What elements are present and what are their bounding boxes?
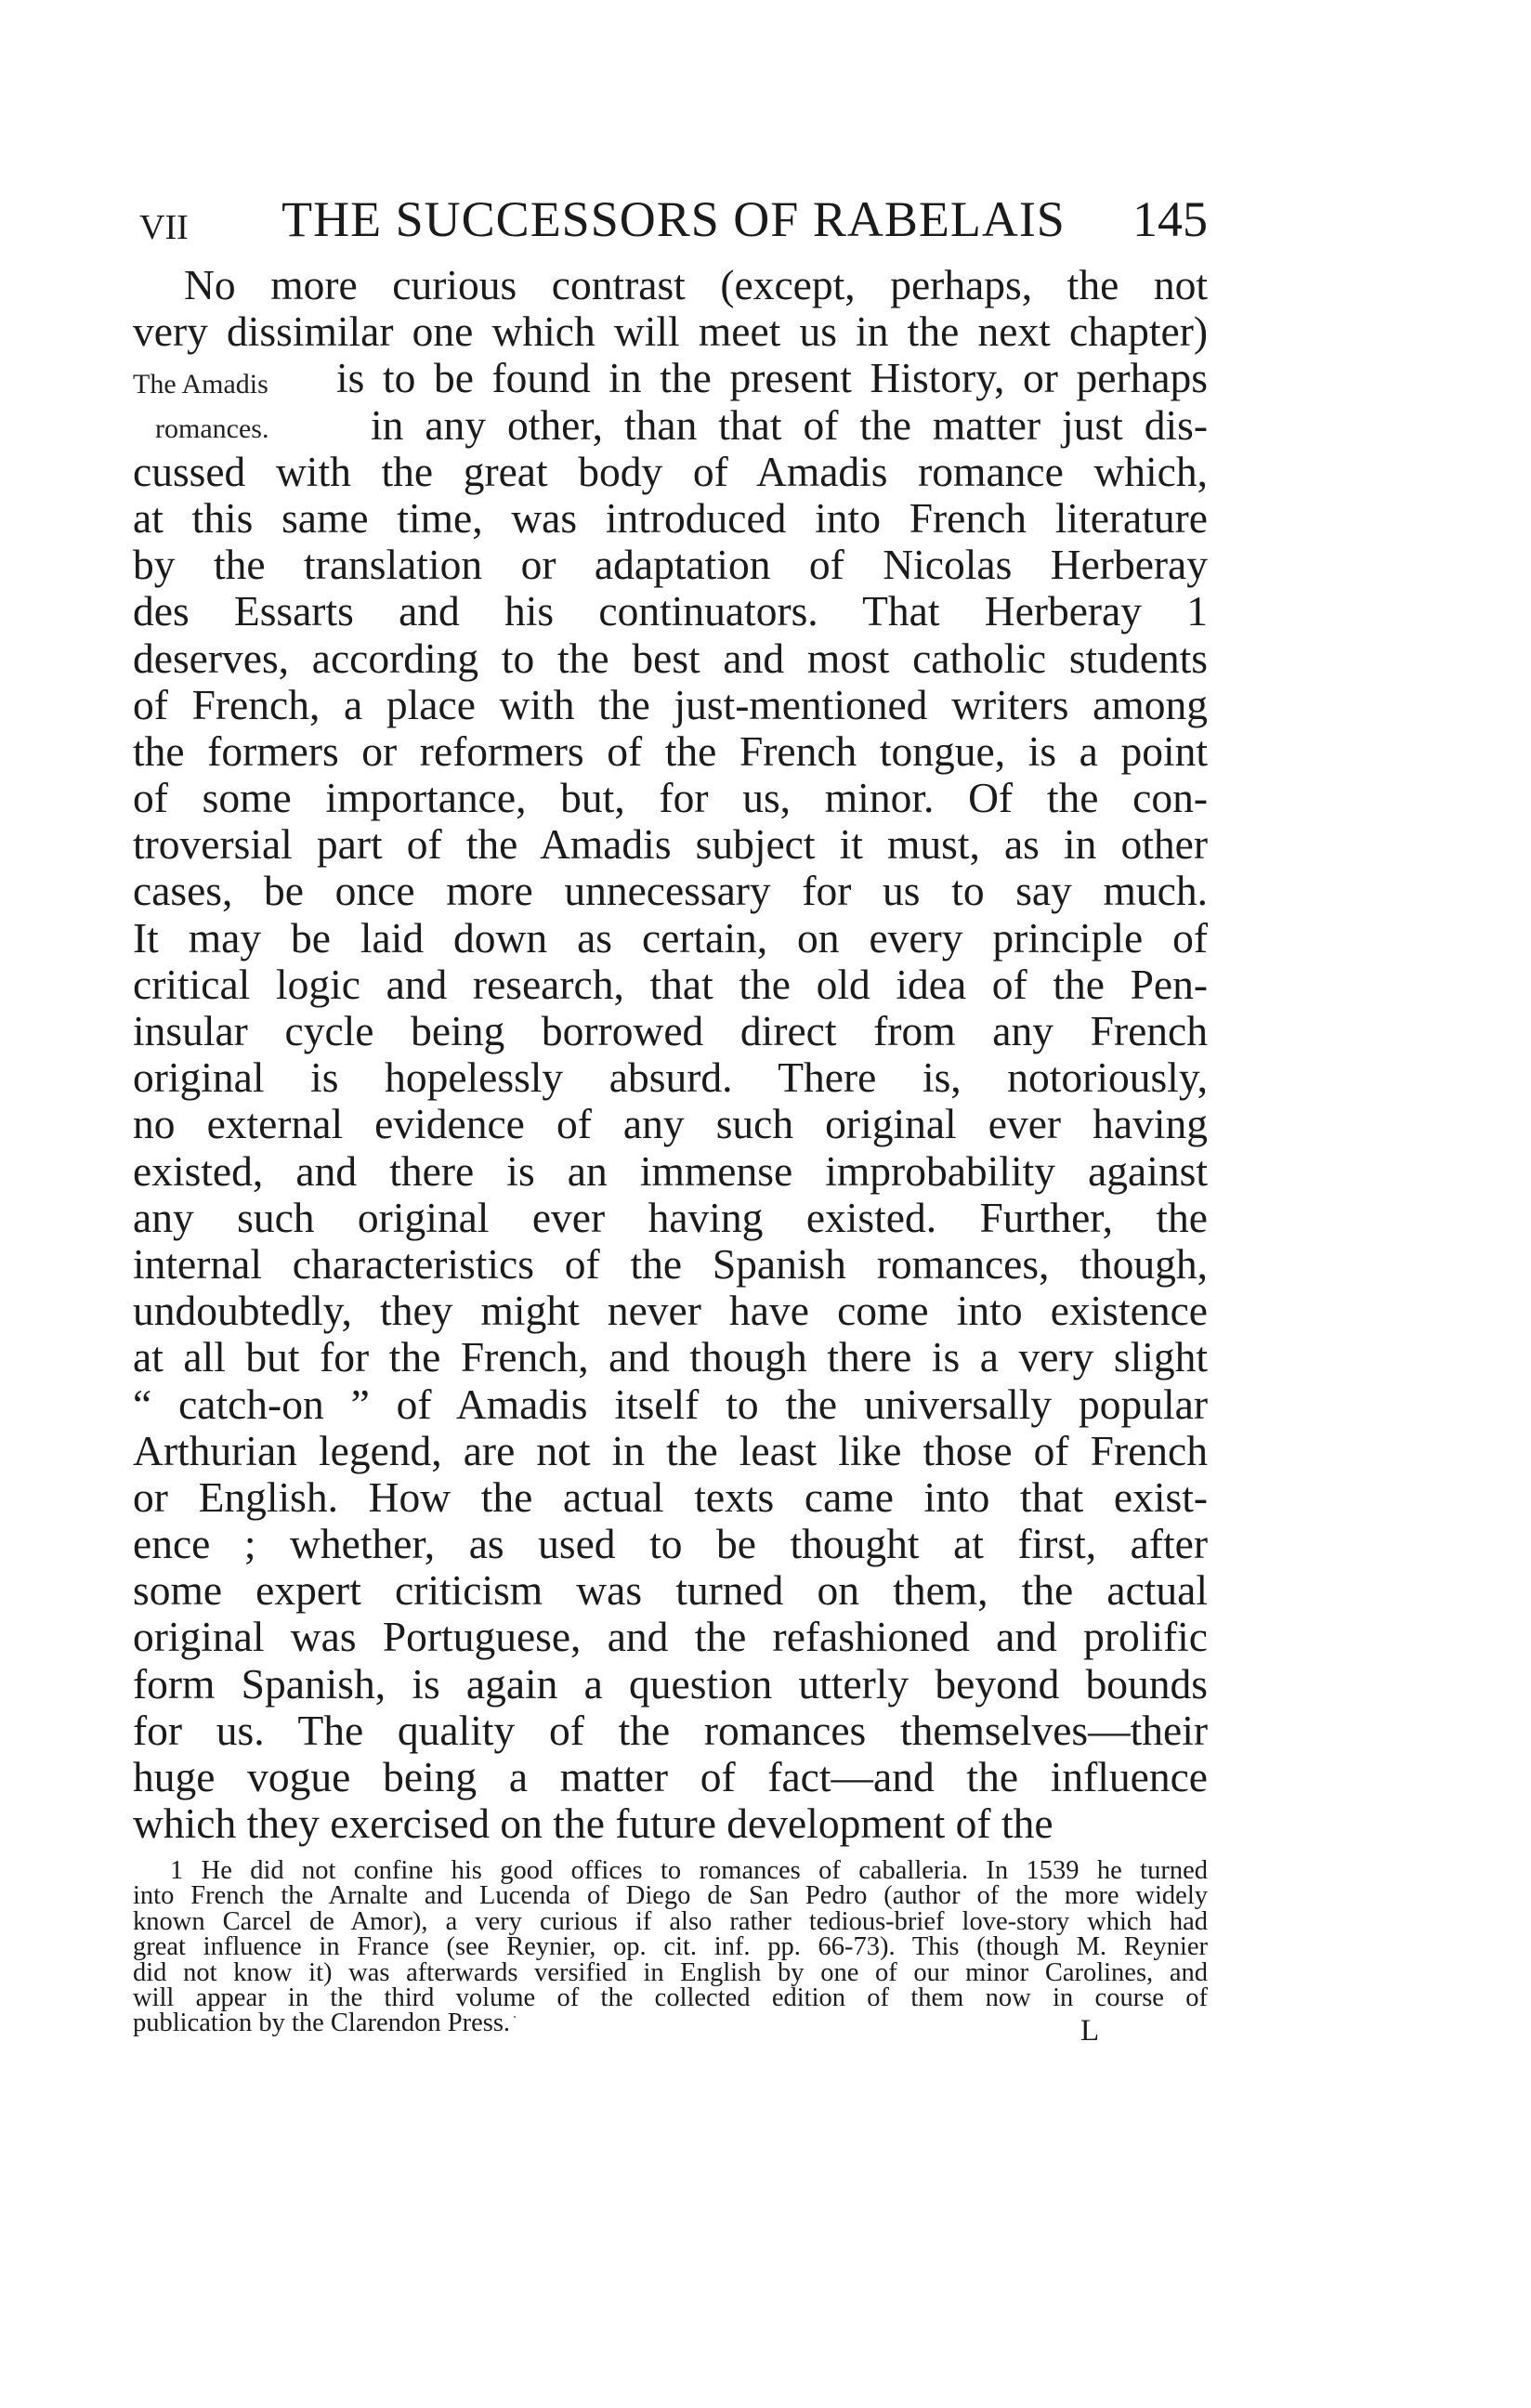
margin-note-line-2: romances. [155,413,269,444]
body-line: existed, and there is an immense improbability against [133,1146,1208,1195]
body-line: or English. How the actual texts came into that exist- [133,1472,1208,1521]
footnote-line: into French the Arnalte and Lucenda of Diego de San Pedro (author of the more widely [133,1881,1208,1911]
footnote-line: publication by the Clarendon Press. [133,2009,511,2038]
running-title: THE SUCCESSORS OF RABELAIS [281,191,1066,247]
margin-note-line-1: The Amadis [133,369,268,399]
body-line: “ catch-on ” of Amadis itself to the universally popular [133,1380,1208,1428]
body-line: cases, be once more unnecessary for us to say much. [133,867,1208,915]
body-line: no external evidence of any such original ever having [133,1100,1208,1148]
footnote-line: known Carcel de Amor), a very curious if also rather tedious-brief love-story which had [133,1906,1208,1936]
footnote-line: great influence in France (see Reynier, op. cit. inf. pp. 66-73). This (though M. Reynier [133,1932,1208,1962]
body-line: for us. The quality of the romances themselves—their [133,1706,1208,1754]
body-line: It may be laid down as certain, on every principle of [133,913,1208,962]
body-line: very dissimilar one which will meet us in the next chapter) [133,308,1208,356]
print-speck [514,2016,516,2018]
footnote-line: will appear in the third volume of the collected edition of them now in course of [133,1983,1208,2012]
body-line: insular cycle being borrowed direct from any French [133,1007,1208,1054]
body-line: des Essarts and his continuators. That Herberay 1 [133,587,1208,635]
body-line: critical logic and research, that the old idea of the Pen- [133,960,1208,1008]
footnote-line: did not know it) was afterwards versified in English by one of our minor Carolines, and [133,1957,1208,1987]
body-line: original was Portuguese, and the refashioned and prolific [133,1613,1208,1661]
footnote [133,1858,1208,2036]
body-line: Arthurian legend, are not in the least like those of French [133,1426,1208,1474]
body-text [133,262,1208,1847]
body-line: at all but for the French, and though there is a very slight [133,1333,1208,1381]
body-line: No more curious contrast (except, perhaps, the not [184,261,1208,308]
signature-mark: L [1080,2014,1100,2048]
body-line: some expert criticism was turned on them, the actual [133,1566,1208,1615]
body-line: ence ; whether, as used to be thought at first, after [133,1520,1208,1568]
page-number: 145 [1132,191,1208,247]
body-line: any such original ever having existed. Further, the [133,1193,1208,1241]
body-line: which they exercised on the future development of the [133,1799,1053,1848]
body-line: internal characteristics of the Spanish romances, though, [133,1239,1208,1288]
body-line: undoubtedly, they might never have come into existence [133,1287,1208,1335]
footnote-line: 1 He did not confine his good offices to romances of caballeria. In 1539 he turned [170,1856,1208,1885]
body-line: the formers or reformers of the French tongue, is a point [133,726,1208,775]
body-line: form Spanish, is again a question utterly beyond bounds [133,1659,1208,1708]
body-line: of some importance, but, for us, minor. Of the con- [133,774,1208,822]
body-line: cussed with the great body of Amadis romance which, [133,447,1208,495]
running-header [139,190,1208,255]
body-line: huge vogue being a matter of fact—and the influence [133,1753,1208,1800]
body-line: at this same time, was introduced into French literature [133,493,1208,542]
chapter-number: VII [139,208,189,247]
body-line: troversial part of the Amadis subject it must, as in other [133,820,1208,869]
body-line: is to be found in the present History, or perhaps [336,354,1208,402]
body-line: original is hopelessly absurd. There is, notoriously, [133,1054,1208,1102]
body-line: in any other, than that of the matter just dis- [371,400,1208,449]
body-line: by the translation or adaptation of Nicolas Herberay [133,541,1208,589]
body-line: deserves, according to the best and most catholic students [133,634,1208,682]
body-line: of French, a place with the just-mentioned writers among [133,680,1208,728]
